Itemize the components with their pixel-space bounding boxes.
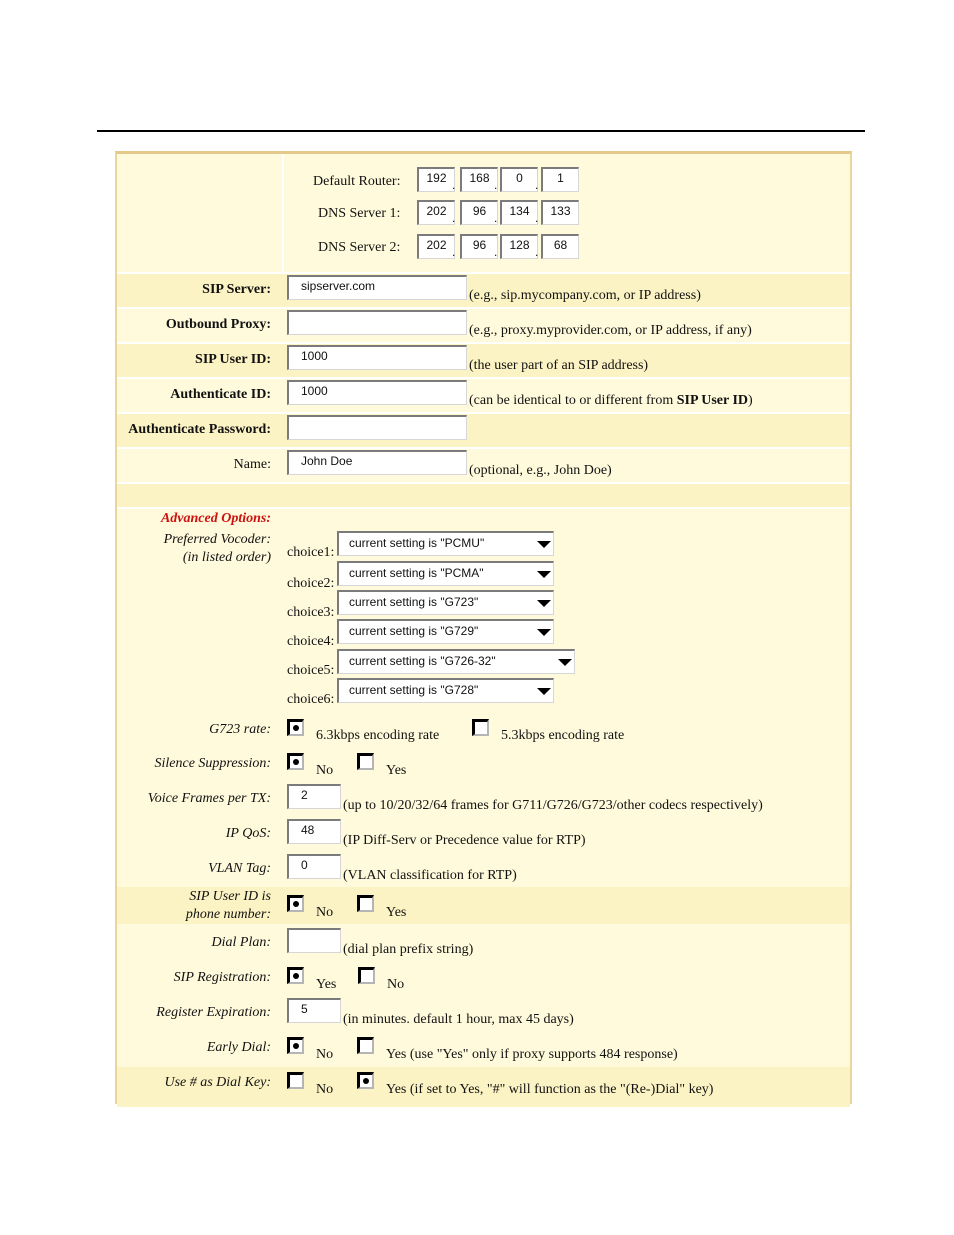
dot-separator: . [535,211,539,225]
note-text: (can be identical to or different from [469,393,677,408]
dial-plan-note: (dial plan prefix string) [343,942,474,957]
dns1-octet-2[interactable]: 96 [460,200,498,225]
ip-qos-label: IP QoS: [225,826,271,841]
dns2-octet-2[interactable]: 96 [460,234,498,259]
row-divider [117,307,850,309]
row-divider [117,507,850,509]
authenticate-id-note [469,393,753,409]
voice-frames-input[interactable]: 2 [287,784,341,809]
register-expiration-note: (in minutes. default 1 hour, max 45 days) [343,1012,574,1027]
sip-user-phone-yes-text: Yes [386,905,407,920]
vocoder-choice6-select[interactable] [337,678,554,703]
g723-rate-63-text: 6.3kbps encoding rate [316,728,440,743]
sip-registration-label: SIP Registration: [173,970,271,985]
row-divider [117,482,850,484]
choice6-label: choice6: [287,692,335,707]
vocoder-choice5-select[interactable] [337,649,575,674]
name-input[interactable]: John Doe [287,450,467,475]
choice5-label: choice5: [287,663,335,678]
choice4-label: choice4: [287,634,335,649]
dns-server-2-label: DNS Server 2: [318,240,401,255]
dot-separator: . [494,211,498,225]
dns1-octet-4[interactable]: 133 [541,200,579,225]
select-value: current setting is "PCMU" [349,536,485,550]
row-divider [117,377,850,379]
advanced-options-title: Advanced Options: [160,511,271,526]
dns2-octet-3[interactable]: 128 [500,234,538,259]
silence-suppression-yes-text: Yes [386,763,407,778]
sip-user-phone-no-text: No [316,905,334,920]
ip-qos-input[interactable]: 48 [287,819,341,844]
outbound-proxy-input[interactable] [287,310,467,335]
select-value: current setting is "PCMA" [349,566,484,580]
silence-suppression-label: Silence Suppression: [154,756,271,771]
silence-suppression-no-radio[interactable] [287,753,304,770]
hash-dial-key-no-text: No [316,1082,334,1097]
chevron-down-icon[interactable] [533,680,553,701]
outbound-proxy-label: Outbound Proxy: [165,317,271,332]
dot-separator: . [452,245,456,259]
dot-separator: . [452,178,456,192]
early-dial-yes-radio[interactable] [357,1037,374,1054]
sip-user-phone-label-1: SIP User ID is [189,889,271,904]
row-divider [117,342,850,344]
vocoder-choice3-select[interactable] [337,590,554,615]
sip-server-note: (e.g., sip.mycompany.com, or IP address) [469,288,701,303]
dot-separator: . [494,178,498,192]
early-dial-label: Early Dial: [206,1040,271,1055]
vocoder-choice1-select[interactable] [337,531,554,556]
choice1-label: choice1: [287,545,335,560]
g723-rate-53-radio[interactable] [472,719,489,736]
name-label: Name: [233,457,271,472]
register-expiration-label: Register Expiration: [156,1005,271,1020]
column-divider [282,154,284,272]
row-divider [117,272,850,274]
default-router-octet-3[interactable]: 0 [500,167,538,192]
sip-registration-no-text: No [387,977,405,992]
sip-user-id-label: SIP User ID: [195,352,271,367]
sip-registration-yes-radio[interactable] [287,967,304,984]
vocoder-choice4-select[interactable] [337,619,554,644]
sip-registration-no-radio[interactable] [358,967,375,984]
dot-separator: . [494,245,498,259]
sip-user-id-input[interactable]: 1000 [287,345,467,370]
dns1-octet-1[interactable]: 202 [417,200,455,225]
preferred-vocoder-sub: (in listed order) [182,550,271,565]
register-expiration-input[interactable]: 5 [287,998,341,1023]
authenticate-id-label: Authenticate ID: [170,387,271,402]
sip-user-phone-yes-radio[interactable] [357,895,374,912]
sip-user-phone-no-radio[interactable] [287,895,304,912]
sip-server-label: SIP Server: [202,282,271,297]
choice3-label: choice3: [287,605,335,620]
page-header-rule [97,130,865,132]
row-divider [117,412,850,414]
hash-dial-key-yes-text: Yes (if set to Yes, "#" will function as the "(Re-)Dial" key) [386,1082,714,1097]
note-text: ) [748,393,753,408]
dot-separator: . [452,211,456,225]
dns2-octet-1[interactable]: 202 [417,234,455,259]
dial-plan-label: Dial Plan: [211,935,271,950]
silence-suppression-yes-radio[interactable] [357,753,374,770]
dot-separator: . [535,245,539,259]
default-router-octet-1[interactable]: 192 [417,167,455,192]
default-router-octet-4[interactable]: 1 [541,167,579,192]
hash-dial-key-yes-radio[interactable] [357,1072,374,1089]
settings-panel [115,151,852,1104]
sip-user-id-note: (the user part of an SIP address) [469,358,649,373]
dns1-octet-3[interactable]: 134 [500,200,538,225]
note-bold-text: SIP User ID [676,393,749,408]
authenticate-password-input[interactable] [287,415,467,440]
dns-server-1-label: DNS Server 1: [318,206,401,221]
chevron-down-icon[interactable] [533,592,553,613]
vlan-tag-input[interactable]: 0 [287,854,341,879]
g723-rate-label: G723 rate: [209,722,271,737]
sip-server-input[interactable]: sipserver.com [287,275,467,300]
authenticate-id-input[interactable]: 1000 [287,380,467,405]
sip-registration-yes-text: Yes [316,977,337,992]
select-value: current setting is "G729" [349,624,479,638]
voice-frames-label: Voice Frames per TX: [147,791,271,806]
name-note: (optional, e.g., John Doe) [469,463,612,478]
g723-rate-53-text: 5.3kbps encoding rate [501,728,625,743]
sip-user-phone-label-2: phone number: [185,907,271,922]
g723-rate-63-radio[interactable] [287,719,304,736]
vlan-tag-label: VLAN Tag: [208,861,271,876]
default-router-octet-2[interactable]: 168 [460,167,498,192]
chevron-down-icon[interactable] [554,651,574,672]
default-router-label: Default Router: [313,174,401,189]
dns2-octet-4[interactable]: 68 [541,234,579,259]
select-value: current setting is "G726-32" [349,654,496,668]
band-spacer [117,482,850,507]
choice2-label: choice2: [287,576,335,591]
vocoder-choice2-select[interactable] [337,561,554,586]
dot-separator: . [535,178,539,192]
hash-dial-key-label: Use # as Dial Key: [164,1075,271,1090]
authenticate-password-label: Authenticate Password: [128,422,271,437]
preferred-vocoder-label: Preferred Vocoder: [163,532,271,547]
outbound-proxy-note: (e.g., proxy.myprovider.com, or IP address, if any) [469,323,752,338]
vlan-tag-note: (VLAN classification for RTP) [343,868,517,883]
select-value: current setting is "G723" [349,595,479,609]
chevron-down-icon[interactable] [533,621,553,642]
chevron-down-icon[interactable] [533,563,553,584]
dial-plan-input[interactable] [287,928,341,953]
early-dial-yes-text: Yes (use "Yes" only if proxy supports 484 response) [386,1047,678,1062]
select-value: current setting is "G728" [349,683,479,697]
early-dial-no-text: No [316,1047,334,1062]
ip-qos-note: (IP Diff-Serv or Precedence value for RTP) [343,833,586,848]
chevron-down-icon[interactable] [533,533,553,554]
voice-frames-note: (up to 10/20/32/64 frames for G711/G726/G723/other codecs respectively) [343,798,763,813]
early-dial-no-radio[interactable] [287,1037,304,1054]
hash-dial-key-no-radio[interactable] [287,1072,304,1089]
row-divider [117,447,850,449]
silence-suppression-no-text: No [316,763,334,778]
